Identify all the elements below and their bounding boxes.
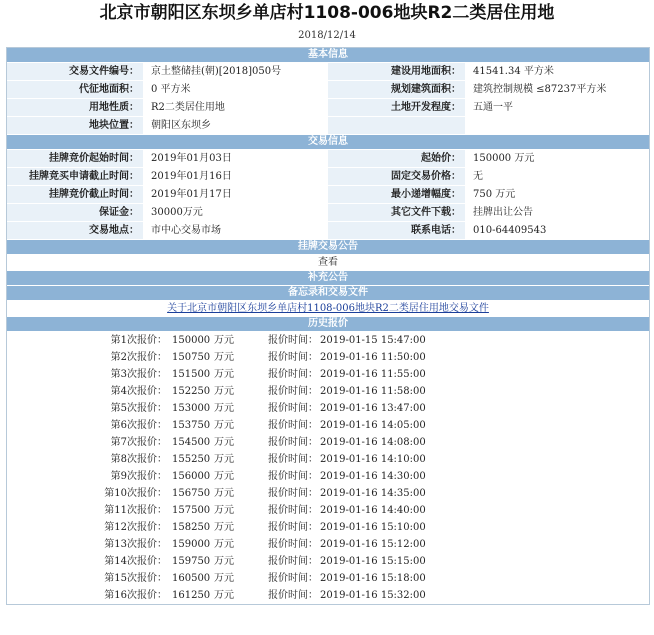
bid-unit: 万元 bbox=[214, 369, 234, 380]
bid-number: 第10次报价： bbox=[104, 488, 167, 499]
section-history-header: 历史报价 bbox=[7, 317, 649, 332]
section-basic-header: 基本信息 bbox=[7, 48, 649, 63]
section-announce-header: 挂牌交易公告 bbox=[7, 240, 649, 255]
bid-unit: 万元 bbox=[214, 505, 234, 516]
bid-row bbox=[7, 383, 649, 400]
trade-value: 2019年01月16日 bbox=[143, 168, 328, 186]
bid-unit: 万元 bbox=[214, 573, 234, 584]
bid-number: 第8次报价： bbox=[110, 454, 167, 465]
bid-time-label: 报价时间： bbox=[268, 522, 318, 533]
trade-value: 750 万元 bbox=[465, 186, 649, 204]
bid-unit: 万元 bbox=[214, 539, 234, 550]
bid-number: 第5次报价： bbox=[110, 403, 167, 414]
bid-price: 154500 bbox=[172, 437, 211, 448]
section-trade-header: 交易信息 bbox=[7, 135, 649, 150]
bid-row bbox=[7, 553, 649, 570]
basic-label: 代征地面积： bbox=[7, 81, 143, 99]
bid-unit: 万元 bbox=[214, 437, 234, 448]
trade-value: 30000万元 bbox=[143, 204, 328, 222]
bid-time-label: 报价时间： bbox=[268, 488, 318, 499]
bid-price: 152250 bbox=[172, 386, 211, 397]
bid-time: 2019-01-16 14:35:00 bbox=[320, 488, 426, 499]
basic-value: 41541.34 平方米 bbox=[465, 63, 649, 81]
bid-time-label: 报价时间： bbox=[268, 573, 318, 584]
basic-label: 交易文件编号： bbox=[7, 63, 143, 81]
bid-unit: 万元 bbox=[214, 352, 234, 363]
bid-row bbox=[7, 502, 649, 519]
bid-price: 156000 bbox=[172, 471, 211, 482]
bid-number: 第11次报价： bbox=[104, 505, 167, 516]
announce-view-link[interactable] bbox=[7, 255, 649, 271]
bid-time: 2019-01-16 15:15:00 bbox=[320, 556, 426, 567]
trade-label: 挂牌竞价起始时间： bbox=[7, 150, 143, 168]
bid-time-label: 报价时间： bbox=[268, 403, 318, 414]
bid-time: 2019-01-16 14:05:00 bbox=[320, 420, 426, 431]
basic-label bbox=[328, 117, 465, 135]
bid-row bbox=[7, 417, 649, 434]
bid-time: 2019-01-15 15:47:00 bbox=[320, 335, 426, 346]
bid-row bbox=[7, 468, 649, 485]
bid-unit: 万元 bbox=[214, 403, 234, 414]
basic-label: 土地开发程度： bbox=[328, 99, 465, 117]
bid-price: 161250 bbox=[172, 590, 211, 601]
bid-time-label: 报价时间： bbox=[268, 335, 318, 346]
basic-info-table bbox=[7, 63, 649, 135]
page-title: 北京市朝阳区东坝乡单店村1108-006地块R2二类居住用地 bbox=[99, 3, 555, 23]
bid-number: 第6次报价： bbox=[110, 420, 167, 431]
trade-label: 交易地点： bbox=[7, 222, 143, 240]
bid-history-list bbox=[7, 332, 649, 604]
bid-time: 2019-01-16 11:50:00 bbox=[320, 352, 426, 363]
bid-price: 159750 bbox=[172, 556, 211, 567]
bid-number: 第12次报价： bbox=[104, 522, 167, 533]
bid-number: 第4次报价： bbox=[110, 386, 167, 397]
bid-number: 第16次报价： bbox=[104, 590, 167, 601]
basic-value: R2二类居住用地 bbox=[143, 99, 328, 117]
bid-number: 第7次报价： bbox=[110, 437, 167, 448]
trade-label: 挂牌竞买申请截止时间： bbox=[7, 168, 143, 186]
bid-row bbox=[7, 366, 649, 383]
bid-time: 2019-01-16 14:08:00 bbox=[320, 437, 426, 448]
trade-label: 起始价： bbox=[328, 150, 465, 168]
trade-label: 保证金： bbox=[7, 204, 143, 222]
basic-value: 五通一平 bbox=[465, 99, 649, 117]
trade-label: 固定交易价格： bbox=[328, 168, 465, 186]
publish-date: 2018/12/14 bbox=[298, 30, 356, 41]
bid-row bbox=[7, 485, 649, 502]
bid-row bbox=[7, 451, 649, 468]
bid-number: 第2次报价： bbox=[110, 352, 167, 363]
bid-time-label: 报价时间： bbox=[268, 386, 318, 397]
trade-value: 150000 万元 bbox=[465, 150, 649, 168]
bid-unit: 万元 bbox=[214, 556, 234, 567]
bid-time-label: 报价时间： bbox=[268, 454, 318, 465]
bid-time-label: 报价时间： bbox=[268, 437, 318, 448]
basic-value: 朝阳区东坝乡 bbox=[143, 117, 328, 135]
bid-row bbox=[7, 400, 649, 417]
basic-label: 地块位置： bbox=[7, 117, 143, 135]
bid-unit: 万元 bbox=[214, 488, 234, 499]
bid-number: 第15次报价： bbox=[104, 573, 167, 584]
bid-time: 2019-01-16 14:40:00 bbox=[320, 505, 426, 516]
bid-price: 157500 bbox=[172, 505, 211, 516]
bid-price: 158250 bbox=[172, 522, 211, 533]
bid-time-label: 报价时间： bbox=[268, 420, 318, 431]
bid-price: 153000 bbox=[172, 403, 211, 414]
bid-time: 2019-01-16 15:12:00 bbox=[320, 539, 426, 550]
trade-value: 无 bbox=[465, 168, 649, 186]
bid-time-label: 报价时间： bbox=[268, 505, 318, 516]
trade-value: 2019年01月17日 bbox=[143, 186, 328, 204]
memo-file-link[interactable]: 关于北京市朝阳区东坝乡单店村1108-006地块R2二类居住用地交易文件 bbox=[167, 303, 489, 314]
bid-price: 160500 bbox=[172, 573, 211, 584]
basic-value: 京土整储挂(朝)[2018]050号 bbox=[143, 63, 328, 81]
trade-label: 其它文件下载： bbox=[328, 204, 465, 222]
bid-unit: 万元 bbox=[214, 471, 234, 482]
bid-number: 第13次报价： bbox=[104, 539, 167, 550]
bid-price: 156750 bbox=[172, 488, 211, 499]
bid-number: 第14次报价： bbox=[104, 556, 167, 567]
trade-info-table bbox=[7, 150, 649, 240]
bid-row bbox=[7, 570, 649, 587]
trade-value: 市中心交易市场 bbox=[143, 222, 328, 240]
bid-number: 第3次报价： bbox=[110, 369, 167, 380]
trade-value: 挂牌出让公告 bbox=[465, 204, 649, 222]
bid-unit: 万元 bbox=[214, 454, 234, 465]
basic-label: 规划建筑面积： bbox=[328, 81, 465, 99]
info-sheet bbox=[6, 47, 650, 605]
bid-time: 2019-01-16 15:18:00 bbox=[320, 573, 426, 584]
bid-unit: 万元 bbox=[214, 386, 234, 397]
basic-value bbox=[465, 117, 649, 135]
section-memo-header: 备忘录和交易文件 bbox=[7, 286, 649, 301]
view-link-text[interactable]: 查看 bbox=[318, 257, 338, 268]
bid-price: 155250 bbox=[172, 454, 211, 465]
bid-row bbox=[7, 536, 649, 553]
bid-row bbox=[7, 519, 649, 536]
trade-value: 010-64409543 bbox=[465, 222, 649, 240]
basic-label: 用地性质： bbox=[7, 99, 143, 117]
bid-row bbox=[7, 332, 649, 349]
bid-time-label: 报价时间： bbox=[268, 369, 318, 380]
memo-file-row bbox=[7, 301, 649, 317]
bid-time-label: 报价时间： bbox=[268, 352, 318, 363]
bid-time-label: 报价时间： bbox=[268, 556, 318, 567]
bid-time: 2019-01-16 13:47:00 bbox=[320, 403, 426, 414]
basic-value: 建筑控制规模 ≤87237平方米 bbox=[465, 81, 649, 99]
bid-time: 2019-01-16 11:58:00 bbox=[320, 386, 426, 397]
trade-label: 联系电话： bbox=[328, 222, 465, 240]
basic-label: 建设用地面积： bbox=[328, 63, 465, 81]
bid-row bbox=[7, 349, 649, 366]
bid-unit: 万元 bbox=[214, 335, 234, 346]
bid-price: 150000 bbox=[172, 335, 211, 346]
bid-time: 2019-01-16 11:55:00 bbox=[320, 369, 426, 380]
bid-row bbox=[7, 434, 649, 451]
bid-time-label: 报价时间： bbox=[268, 590, 318, 601]
bid-unit: 万元 bbox=[214, 590, 234, 601]
bid-number: 第9次报价： bbox=[110, 471, 167, 482]
bid-price: 153750 bbox=[172, 420, 211, 431]
bid-time: 2019-01-16 14:30:00 bbox=[320, 471, 426, 482]
bid-number: 第1次报价： bbox=[110, 335, 167, 346]
bid-time: 2019-01-16 15:32:00 bbox=[320, 590, 426, 601]
bid-time-label: 报价时间： bbox=[268, 539, 318, 550]
trade-label: 挂牌竞价截止时间： bbox=[7, 186, 143, 204]
bid-time: 2019-01-16 14:10:00 bbox=[320, 454, 426, 465]
basic-value: 0 平方米 bbox=[143, 81, 328, 99]
bid-unit: 万元 bbox=[214, 522, 234, 533]
bid-unit: 万元 bbox=[214, 420, 234, 431]
trade-value: 2019年01月03日 bbox=[143, 150, 328, 168]
bid-price: 159000 bbox=[172, 539, 211, 550]
trade-label: 最小递增幅度： bbox=[328, 186, 465, 204]
bid-price: 150750 bbox=[172, 352, 211, 363]
bid-time: 2019-01-16 15:10:00 bbox=[320, 522, 426, 533]
bid-time-label: 报价时间： bbox=[268, 471, 318, 482]
bid-row bbox=[7, 587, 649, 604]
bid-price: 151500 bbox=[172, 369, 211, 380]
section-supplement-header: 补充公告 bbox=[7, 271, 649, 286]
